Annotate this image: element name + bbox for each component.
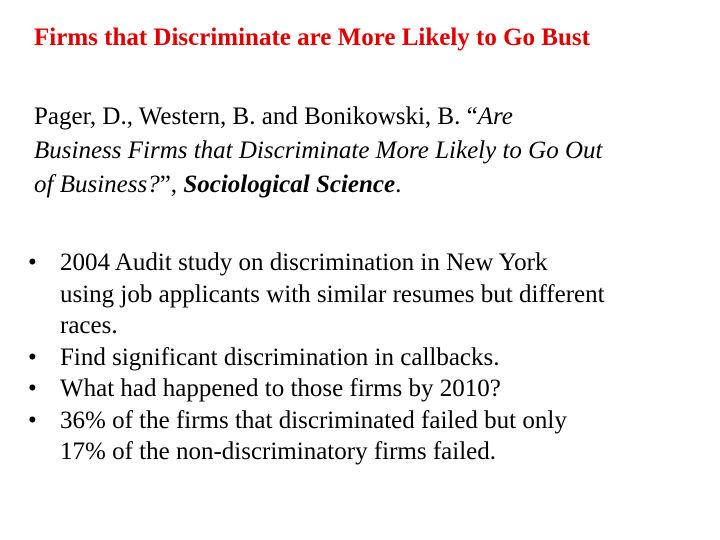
bullet-text-line: using job applicants with similar resumes but different [60,280,605,308]
bullet-text-line: 17% of the non-discriminatory firms failed. [60,438,496,465]
bullet-item [28,247,698,342]
slide-title: Firms that Discriminate are More Likely to Go Bust [34,24,590,51]
bullet-icon: • [28,406,37,434]
citation-line-3 [34,168,694,202]
bullet-item [28,373,698,405]
bullet-text-line: races. [60,312,118,339]
bullet-icon: • [28,343,37,371]
citation-close-quote: ”, [159,171,184,198]
citation-article-title-middle: Business Firms that Discriminate More Likely to Go Out [34,137,603,164]
citation-article-title-end: of Business? [34,171,160,198]
bullet-icon: • [28,249,37,276]
citation-line-1 [34,100,694,134]
citation [34,100,694,202]
citation-period: . [395,171,402,198]
citation-authors: Pager, D., Western, B. and Bonikowski, B. “ [34,103,478,130]
bullet-icon: • [28,375,37,402]
bullet-text-line: Find significant discrimination in callbacks. [60,343,500,371]
citation-journal: Sociological Science [183,171,396,198]
bullet-list [28,247,698,468]
bullet-item [28,342,698,374]
bullet-text-line: What had happened to those firms by 2010? [60,375,501,402]
bullet-text-line: 36% of the firms that discriminated failed but only [60,406,567,434]
bullet-item [28,405,698,468]
citation-article-title-start: Are [477,103,513,130]
citation-line-2 [34,134,694,168]
bullet-text-line: 2004 Audit study on discrimination in New York [60,249,548,276]
